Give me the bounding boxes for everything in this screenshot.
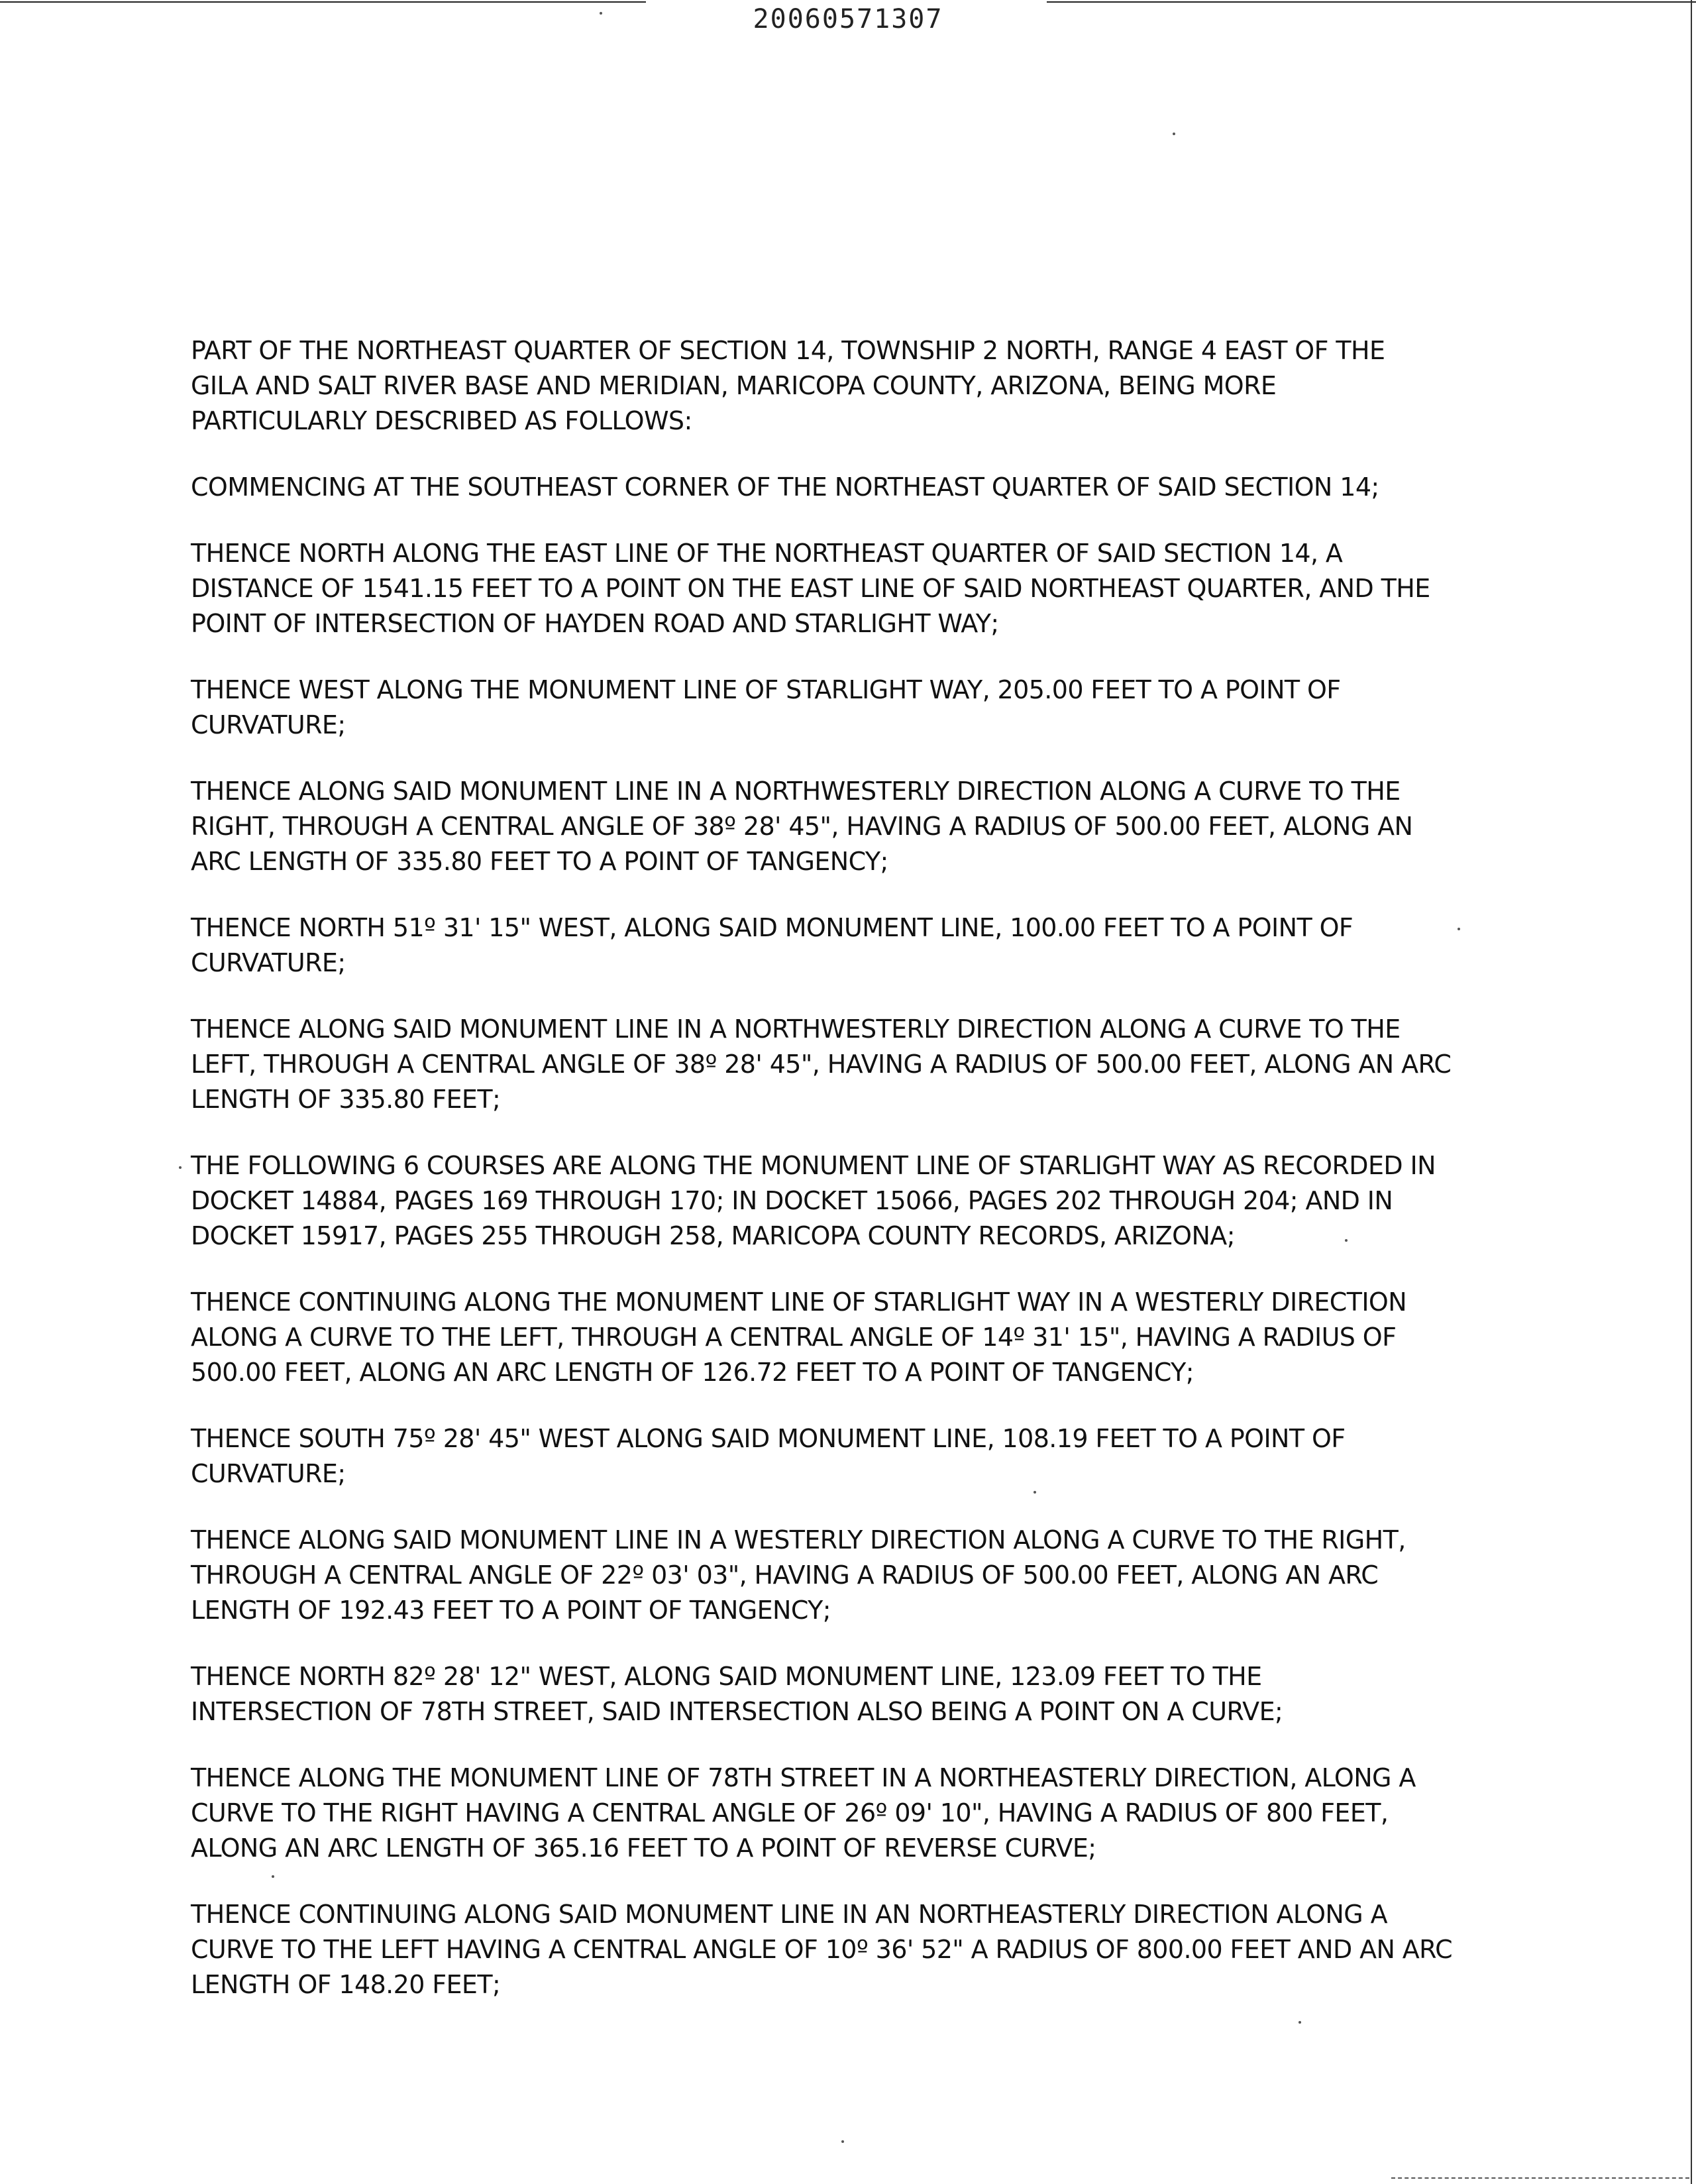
top-border-left [0, 1, 646, 3]
bottom-scan-edge [1391, 2177, 1689, 2179]
document-number: 20060571307 [753, 4, 943, 34]
top-border-right [1047, 1, 1696, 3]
scan-speck [1345, 1239, 1348, 1242]
paragraph-commencing: COMMENCING AT THE SOUTHEAST CORNER OF THE NORTHEAST QUARTER OF SAID SECTION 14; [191, 472, 1379, 502]
paragraph-course-west: THENCE WEST ALONG THE MONUMENT LINE OF STARLIGHT WAY, 205.00 FEET TO A POINT OF CURVATURE; [191, 675, 1341, 739]
scan-speck [1458, 928, 1460, 930]
paragraph-course-north: THENCE NORTH ALONG THE EAST LINE OF THE NORTHEAST QUARTER OF SAID SECTION 14, A DISTANCE OF 1541.15 FEET TO A POINT ON THE EAST LINE OF SAID NORTHEAST QUARTER, AND THE POINT OF INTERSECTION OF HAYDEN ROAD AND STARLIGHT WAY; [191, 539, 1430, 638]
paragraph-course-north-west-2: THENCE NORTH 82º 28' 12" WEST, ALONG SAID MONUMENT LINE, 123.09 FEET TO THE INTERSECTION OF 78TH STREET, SAID INTERSECTION ALSO BEING A POINT ON A CURVE; [191, 1662, 1283, 1726]
paragraph-curve-left: THENCE ALONG SAID MONUMENT LINE IN A NORTHWESTERLY DIRECTION ALONG A CURVE TO THE LEFT, THROUGH A CENTRAL ANGLE OF 38º 28' 45", HAVING A RADIUS OF 500.00 FEET, ALONG AN ARC LENGTH OF 335.80 FEET; [191, 1014, 1452, 1114]
paragraph-course-north-west: THENCE NORTH 51º 31' 15" WEST, ALONG SAID MONUMENT LINE, 100.00 FEET TO A POINT OF CURVATURE; [191, 913, 1353, 977]
paragraph-curve-westerly-right: THENCE ALONG SAID MONUMENT LINE IN A WESTERLY DIRECTION ALONG A CURVE TO THE RIGHT, THROUGH A CENTRAL ANGLE OF 22º 03' 03", HAVING A RADIUS OF 500.00 FEET, ALONG AN ARC LENGTH OF 192.43 FEET TO A POINT OF TANGENCY; [191, 1525, 1406, 1625]
paragraph-curve-78th-street: THENCE ALONG THE MONUMENT LINE OF 78TH STREET IN A NORTHEASTERLY DIRECTION, ALONG A CURVE TO THE RIGHT HAVING A CENTRAL ANGLE OF 26º 09' 10", HAVING A RADIUS OF 800 FEET, ALONG AN ARC LENGTH OF 365.16 FEET TO A POINT OF REVERSE CURVE; [191, 1763, 1416, 1863]
paragraph-course-south-west: THENCE SOUTH 75º 28' 45" WEST ALONG SAID MONUMENT LINE, 108.19 FEET TO A POINT OF CURVATURE; [191, 1424, 1346, 1488]
paragraph-curve-westerly: THENCE CONTINUING ALONG THE MONUMENT LINE OF STARLIGHT WAY IN A WESTERLY DIRECTION ALONG A CURVE TO THE LEFT, THROUGH A CENTRAL ANGLE OF 14º 31' 15", HAVING A RADIUS OF 500.00 FEET, ALONG AN ARC LENGTH OF 126.72 FEET TO A POINT OF TANGENCY; [191, 1287, 1407, 1387]
scan-speck [272, 1875, 274, 1878]
paragraph-reverse-curve: THENCE CONTINUING ALONG SAID MONUMENT LINE IN AN NORTHEASTERLY DIRECTION ALONG A CURVE TO THE LEFT HAVING A CENTRAL ANGLE OF 10º 36' 52" A RADIUS OF 800.00 FEET AND AN ARC LENGTH OF 148.20 FEET; [191, 1900, 1453, 1999]
scan-speck [1173, 133, 1175, 135]
right-page-edge [1691, 0, 1692, 2184]
scan-speck [179, 1166, 182, 1169]
legal-description [191, 333, 1516, 2034]
paragraph-property-location: PART OF THE NORTHEAST QUARTER OF SECTION 14, TOWNSHIP 2 NORTH, RANGE 4 EAST OF THE GILA AND SALT RIVER BASE AND MERIDIAN, MARICOPA COUNTY, ARIZONA, BEING MORE PARTICULARLY DESCRIBED AS FOLLOWS: [191, 336, 1385, 435]
scan-speck [841, 2140, 844, 2143]
scan-speck [600, 12, 602, 15]
paragraph-curve-right: THENCE ALONG SAID MONUMENT LINE IN A NORTHWESTERLY DIRECTION ALONG A CURVE TO THE RIGHT, THROUGH A CENTRAL ANGLE OF 38º 28' 45", HAVING A RADIUS OF 500.00 FEET, ALONG AN ARC LENGTH OF 335.80 FEET TO A POINT OF TANGENCY; [191, 777, 1413, 876]
scan-speck [1034, 1491, 1036, 1494]
scan-speck [1298, 2021, 1301, 2024]
paragraph-recorded-courses: THE FOLLOWING 6 COURSES ARE ALONG THE MONUMENT LINE OF STARLIGHT WAY AS RECORDED IN DOCKET 14884, PAGES 169 THROUGH 170; IN DOCKET 15066, PAGES 202 THROUGH 204; AND IN DOCKET 15917, PAGES 255 THROUGH 258, MARICOPA COUNTY RECORDS, ARIZONA; [191, 1151, 1436, 1250]
